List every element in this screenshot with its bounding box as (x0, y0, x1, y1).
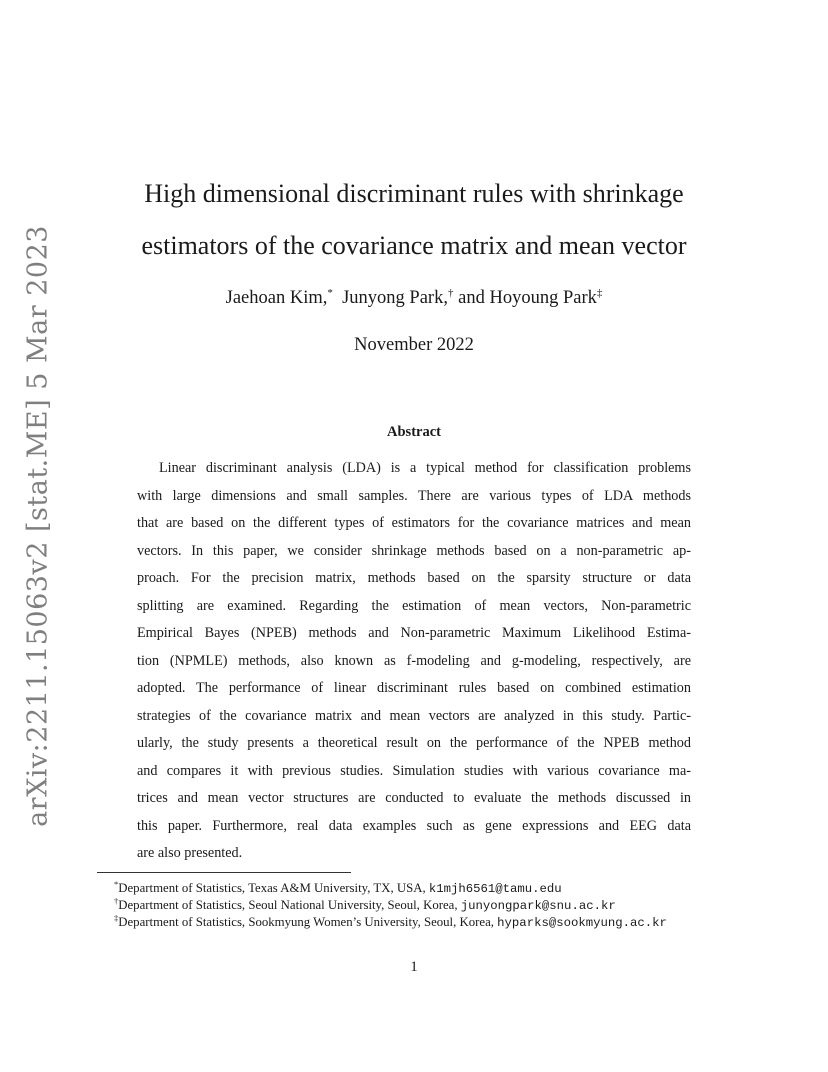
footnote-marker: † (447, 287, 454, 299)
affiliation-text: Department of Statistics, Seoul National University, Seoul, Korea, (118, 898, 461, 912)
affiliation-text: Department of Statistics, Texas A&M University, TX, USA, (118, 881, 429, 895)
abstract-line: ularly, the study presents a theoretical result on the performance of the NPEB method (137, 735, 691, 751)
paper-title (0, 168, 828, 272)
footnote-marker: * (114, 879, 119, 889)
email-link[interactable]: junyongpark@snu.ac.kr (460, 899, 616, 913)
abstract-line: are also presented. (137, 845, 243, 861)
publication-date: November 2022 (354, 335, 474, 355)
footnote-affiliation (114, 876, 667, 896)
abstract-line: splitting are examined. Regarding the estimation of mean vectors, Non-parametric (137, 597, 691, 614)
abstract-line: vectors. In this paper, we consider shrinkage methods based on a non-parametric ap- (137, 542, 691, 559)
abstract-line: tion (NPMLE) methods, also known as f-modeling and g-modeling, respectively, are (137, 652, 691, 669)
footnote-divider (97, 872, 351, 873)
abstract-line: that are based on the different types of estimators for the covariance matrices and mean (137, 515, 691, 531)
title-line-1: High dimensional discriminant rules with shrinkage (144, 179, 684, 208)
footnotes (114, 876, 667, 930)
footnote-marker: ‡ (114, 913, 119, 923)
abstract-heading: Abstract (387, 424, 441, 440)
page-number: 1 (410, 959, 418, 975)
abstract-line: and compares it with previous studies. Simulation studies with various covariance ma- (137, 762, 691, 779)
email-link[interactable]: hyparks@sookmyung.ac.kr (497, 916, 667, 930)
abstract-line: with large dimensions and small samples. There are various types of LDA methods (137, 487, 691, 504)
abstract-line: this paper. Furthermore, real data examples such as gene expressions and EEG data (137, 817, 691, 834)
footnote-affiliation (114, 910, 667, 930)
abstract-line: Empirical Bayes (NPEB) methods and Non-parametric Maximum Likelihood Estima- (137, 625, 691, 641)
abstract-line: Linear discriminant analysis (LDA) is a typical method for classification problems (159, 460, 691, 476)
abstract-body (137, 455, 691, 868)
abstract-line: strategies of the covariance matrix and mean vectors are analyzed in this study. Partic- (137, 707, 691, 724)
abstract-line: proach. For the precision matrix, methods based on the sparsity structure or data (137, 570, 691, 586)
email-link[interactable]: k1mjh6561@tamu.edu (428, 882, 562, 896)
footnote-marker: * (327, 287, 333, 299)
arxiv-identifier-stamp: arXiv:2211.15063v2 [stat.ME] 5 Mar 2023 (22, 225, 54, 827)
abstract-line: adopted. The performance of linear discriminant rules based on combined estimation (137, 680, 691, 696)
author-name: Jaehoan Kim, (225, 288, 328, 308)
footnote-marker: † (114, 896, 119, 906)
author-connector: and (458, 288, 485, 308)
footnote-marker: ‡ (596, 287, 603, 299)
abstract-line: trices and mean vector structures are conducted to evaluate the methods discussed in (137, 790, 691, 806)
author-name: Junyong Park, (342, 288, 448, 308)
title-line-2: estimators of the covariance matrix and mean vector (141, 231, 687, 260)
affiliation-text: Department of Statistics, Sookmyung Women’s University, Seoul, Korea, (118, 915, 498, 929)
author-list (0, 287, 828, 309)
footnote-affiliation (114, 893, 667, 913)
author-name: Hoyoung Park (489, 288, 597, 308)
